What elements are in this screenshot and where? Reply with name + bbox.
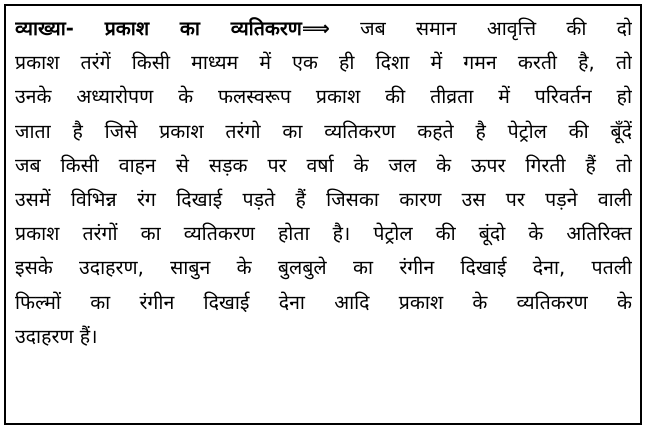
line-text: जब समान आवृत्ति की दो [360,17,632,40]
heading: व्याख्या- प्रकाश का व्यतिकरण [15,17,302,40]
paragraph-line-5: जब किसी वाहन से सड़क पर वर्षा के जल के ऊपर गिरती हैं तो [15,153,632,177]
paragraph-line-9: फिल्मों का रंगीन दिखाई देना आदि प्रकाश के व्यतिकरण के [15,290,632,314]
paragraph-line-3: उनके अध्यारोपण के फलस्वरूप प्रकाश की तीव्रता में परिवर्तन हो [15,85,632,109]
double-arrow-icon: ⟹ [301,17,330,40]
paragraph-line-8: इसके उदाहरण, साबुन के बुलबुले का रंगीन दिखाई देना, पतली [15,256,632,280]
paragraph-line-1 [15,12,632,46]
paragraph-line-7: प्रकाश तरंगों का व्यतिकरण होता है। पेट्रोल की बूंदो के अतिरिक्त [15,222,632,246]
paragraph-line-2: प्रकाश तरंगें किसी माध्यम में एक ही दिशा में गमन करती है, तो [15,51,632,75]
paragraph-line-6: उसमें विभिन्न रंग दिखाई पड़ते हैं जिसका कारण उस पर पड़ने वाली [15,187,632,211]
paragraph-line-4: जाता है जिसे प्रकाश तरंगो का व्यतिकरण कहते है पेट्रोल की बूँदें [15,119,632,143]
text-box [4,4,642,425]
paragraph-line-10: उदाहरण हैं। [15,324,98,348]
